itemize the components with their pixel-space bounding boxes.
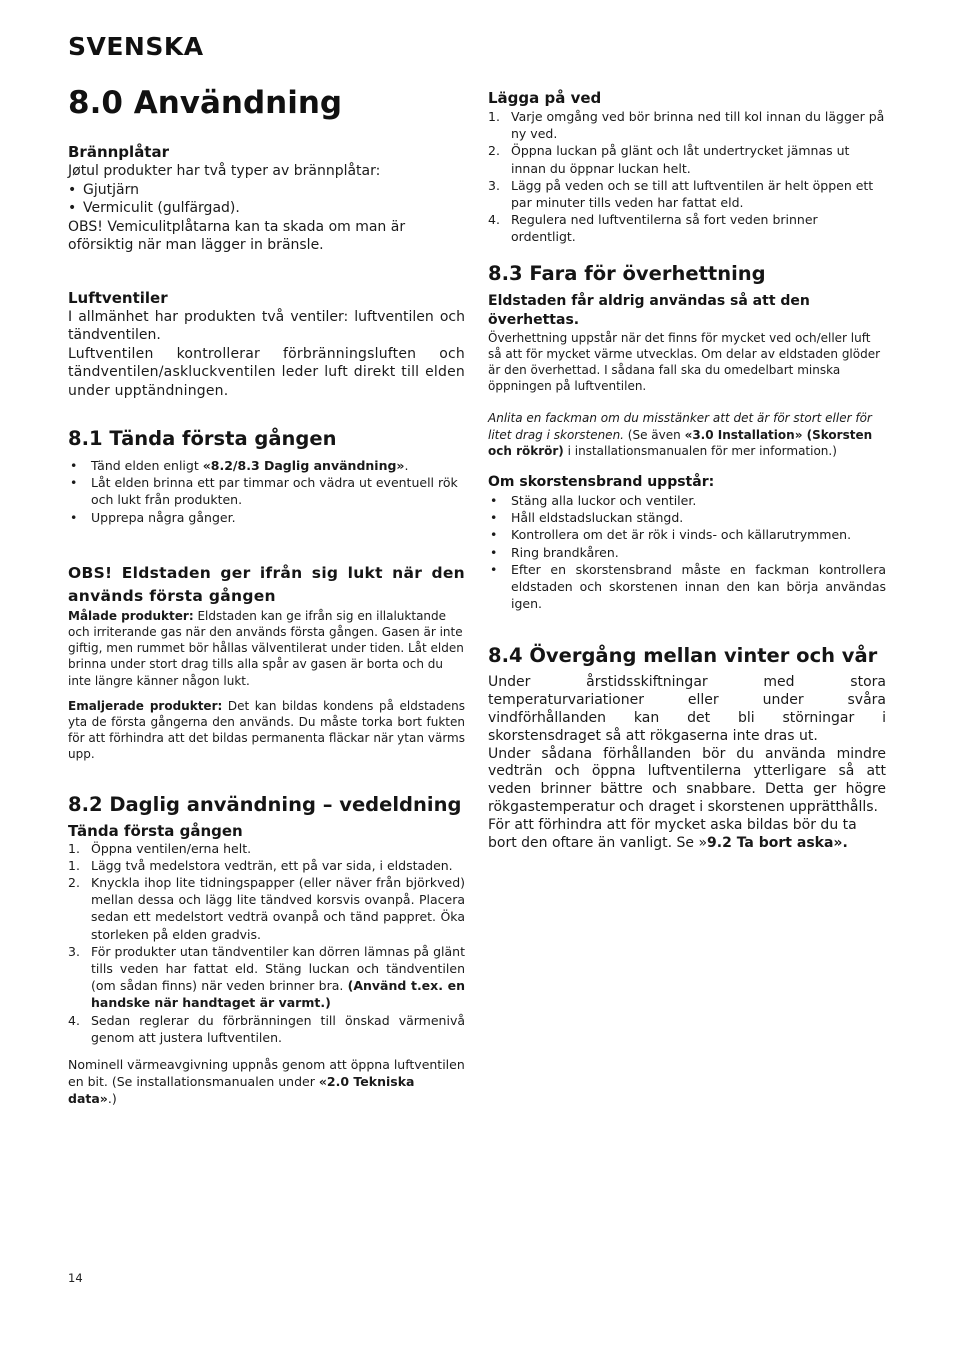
left-column — [68, 84, 465, 1108]
list-item — [68, 457, 465, 474]
section-8-2-steps — [68, 840, 465, 1046]
footer-text: .) — [107, 1091, 117, 1107]
section-8-4-paragraph-1: Under årstidsskiftningar med stora temperaturvariationer eller under svåra vindförhållanden kan det bli störningar i skorstensdraget så att rökgaserna inte dras ut. — [488, 674, 886, 744]
brannplatar-list — [68, 181, 465, 218]
step-text: Lägg två medelstora vedträn, ett på var sida, i eldstaden. — [91, 857, 453, 873]
paragraph-reference: 9.2 Ta bort aska». — [707, 834, 848, 851]
step-item — [68, 1012, 465, 1046]
brannplatar-section — [68, 142, 465, 255]
page-title: 8.0 Användning — [68, 85, 343, 121]
lagga-pa-ved-section — [488, 88, 886, 246]
section-8-2-footer — [68, 1056, 465, 1108]
step-number: 1. — [68, 840, 80, 856]
luftventiler-heading: Luftventiler — [68, 288, 168, 307]
step-item — [488, 108, 886, 142]
step-number: 1. — [488, 109, 500, 124]
section-8-2 — [68, 793, 465, 1108]
section-8-3-subheading: Eldstaden får aldrig användas så att den överhettas. — [488, 292, 810, 328]
step-item — [488, 211, 886, 245]
step-item — [68, 943, 465, 1012]
page-number: 14 — [68, 1271, 83, 1285]
step-number: 2. — [488, 143, 500, 159]
lagga-pa-ved-heading: Lägga på ved — [488, 89, 602, 107]
step-number: 3. — [488, 177, 500, 193]
step-item — [68, 857, 465, 874]
paragraph-text: För att förhindra att för mycket aska bildas bör du ta bort den oftare än vanligt. Se » — [488, 816, 857, 851]
lagga-pa-ved-steps — [488, 108, 886, 246]
list-item: • Håll eldstadsluckan stängd. — [488, 509, 886, 526]
section-8-4-heading: 8.4 Övergång mellan vinter och vår — [488, 644, 878, 668]
brannplatar-note: OBS! Vemiculitplåtarna kan ta skada om man är oförsiktig när man lägger in bränsle. — [68, 218, 406, 253]
language-label: SVENSKA — [68, 32, 204, 61]
section-8-4 — [488, 644, 886, 852]
list-item: • Upprepa några gånger. — [68, 509, 465, 526]
brannplatar-heading: Brännplåtar — [68, 143, 170, 161]
obs-section — [68, 562, 465, 763]
section-8-3 — [488, 262, 886, 613]
right-column — [488, 88, 886, 852]
section-8-4-paragraph-3 — [488, 817, 886, 853]
malade-paragraph — [68, 608, 465, 689]
malade-text: Eldstaden kan ge ifrån sig en illaluktande och irriterande gas när den används första gången. Gasen är inte giftig, men rummet bör hållas välventilerat under tiden. Låt elden brinna under stort drag tills alla spår av gasen är borta och du inte längre känner någon lukt. — [68, 608, 464, 688]
luftventiler-paragraph-2: Luftventilen kontrollerar förbränningsluften och tändventilen/askluckventilen leder luft direkt till elden under upptändningen. — [68, 345, 465, 399]
step-number: 2. — [68, 875, 80, 891]
advice-reference: «3.0 Installation» (Skorsten och rökrör) — [488, 427, 873, 458]
advice-text: i installationsmanualen för mer information.) — [563, 443, 837, 458]
luftventiler-paragraph-1: I allmänhet har produkten två ventiler: luftventilen och tändventilen. — [68, 308, 465, 343]
step-bold-note: (Använd t.ex. en handske när handtaget är varmt.) — [91, 978, 465, 1011]
step-text: Regulera ned luftventilerna så fort veden brinner ordentligt. — [511, 212, 818, 245]
section-8-3-paragraph-2 — [488, 410, 886, 459]
list-item: • Ring brandkåren. — [488, 544, 886, 561]
step-number: 3. — [68, 943, 80, 959]
step-item — [68, 874, 465, 943]
list-item: • Efter en skorstensbrand måste en fackman kontrollera eldstaden och skorstenen innan den kan börja användas igen. — [488, 561, 886, 613]
list-item: • Gjutjärn — [68, 181, 465, 200]
brannplatar-intro: Jøtul produkter har två typer av brännplåtar: — [68, 163, 381, 179]
advice-italic: Anlita en fackman om du misstänker att det är för stort eller för litet drag i skorstenen. — [488, 411, 872, 442]
list-item: • Låt elden brinna ett par timmar och vädra ut eventuell rök och lukt från produkten. — [68, 474, 465, 508]
item-text: . — [404, 458, 409, 473]
step-text: Lägg på veden och se till att luftventilen är helt öppen ett par minuter tills veden har fattat eld. — [511, 177, 874, 211]
chimney-fire-heading: Om skorstensbrand uppstår: — [488, 474, 715, 491]
step-number: 4. — [68, 1012, 80, 1028]
step-text: Varje omgång ved bör brinna ned till kol innan du lägger på ny ved. — [511, 109, 885, 142]
step-number: 1. — [68, 857, 80, 873]
section-8-3-heading: 8.3 Fara för överhettning — [488, 261, 766, 285]
advice-text: (Se även — [623, 427, 685, 442]
step-text: Öppna luckan på glänt och låt undertrycket jämnas ut innan du öppnar luckan helt. — [511, 143, 850, 176]
section-8-4-paragraph-2: Under sådana förhållanden bör du använda mindre vedträn och öppna luftventilerna ytterligare så att veden brinner bättre och snabbare. Detta ger högre rökgastemperatur och draget i skorstenen upprätthålls. — [488, 745, 886, 816]
emalj-paragraph — [68, 698, 465, 763]
emalj-text: Det kan bildas kondens på eldstadens yta de första gångerna den används. Du måste torka bort fukten för att förhindra att det bildas permanenta fläckar när ytan värms upp. — [68, 698, 466, 762]
section-8-1-list — [68, 457, 465, 526]
step-item — [488, 142, 886, 176]
list-item: • Stäng alla luckor och ventiler. — [488, 492, 886, 509]
section-8-2-subheading: Tända första gången — [68, 821, 243, 840]
item-reference: «8.2/8.3 Daglig användning» — [202, 458, 405, 473]
footer-reference: «2.0 Tekniska data» — [68, 1074, 415, 1107]
step-item — [68, 840, 465, 857]
step-number: 4. — [488, 212, 500, 228]
step-text: Sedan reglerar du förbränningen till önskad värmenivå genom att justera luftventilen. — [91, 1012, 465, 1045]
obs-heading: OBS! Eldstaden ger ifrån sig lukt när den används första gången — [68, 563, 465, 605]
list-item: • Kontrollera om det är rök i vinds- och källarutrymmen. — [488, 526, 886, 543]
list-item: • Vermiculit (gulfärgad). — [68, 199, 465, 218]
luftventiler-section — [68, 288, 465, 401]
step-text: Knyckla ihop lite tidningspapper (eller näver från björkved) mellan dessa och lägg lite tändved korsvis ovanpå. Placera sedan ett medelstort vedträ ovanpå och tänd pappret. Öka storleken på elden gradvis. — [91, 875, 465, 942]
step-text: Öppna ventilen/erna helt. — [91, 840, 252, 856]
footer-text: Nominell värmeavgivning uppnås genom att öppna luftventilen en bit. (Se installationsmanualen under — [68, 1057, 465, 1090]
section-8-1-heading: 8.1 Tända första gången — [68, 427, 337, 450]
section-8-1 — [68, 427, 465, 526]
item-text: Tänd elden enligt — [91, 458, 203, 473]
chimney-fire-list — [488, 492, 886, 612]
step-text: För produkter utan tändventiler kan dörren lämnas på glänt tills veden har fattat eld. Stäng luckan och tändventilen (om sådan finns) när veden brinner bra. — [91, 943, 465, 994]
step-item — [488, 177, 886, 211]
malade-label: Målade produkter: — [68, 608, 194, 623]
section-8-2-heading: 8.2 Daglig användning – vedeldning — [68, 792, 462, 816]
emalj-label: Emaljerade produkter: — [68, 698, 223, 713]
section-8-3-paragraph-1: Överhettning uppstår när det finns för mycket ved och/eller luft så att för mycket värme utvecklas. Om delar av eldstaden glöder är den överhettad. I sådana fall ska du omedelbart minska öppningen på luftventilen. — [488, 330, 881, 394]
